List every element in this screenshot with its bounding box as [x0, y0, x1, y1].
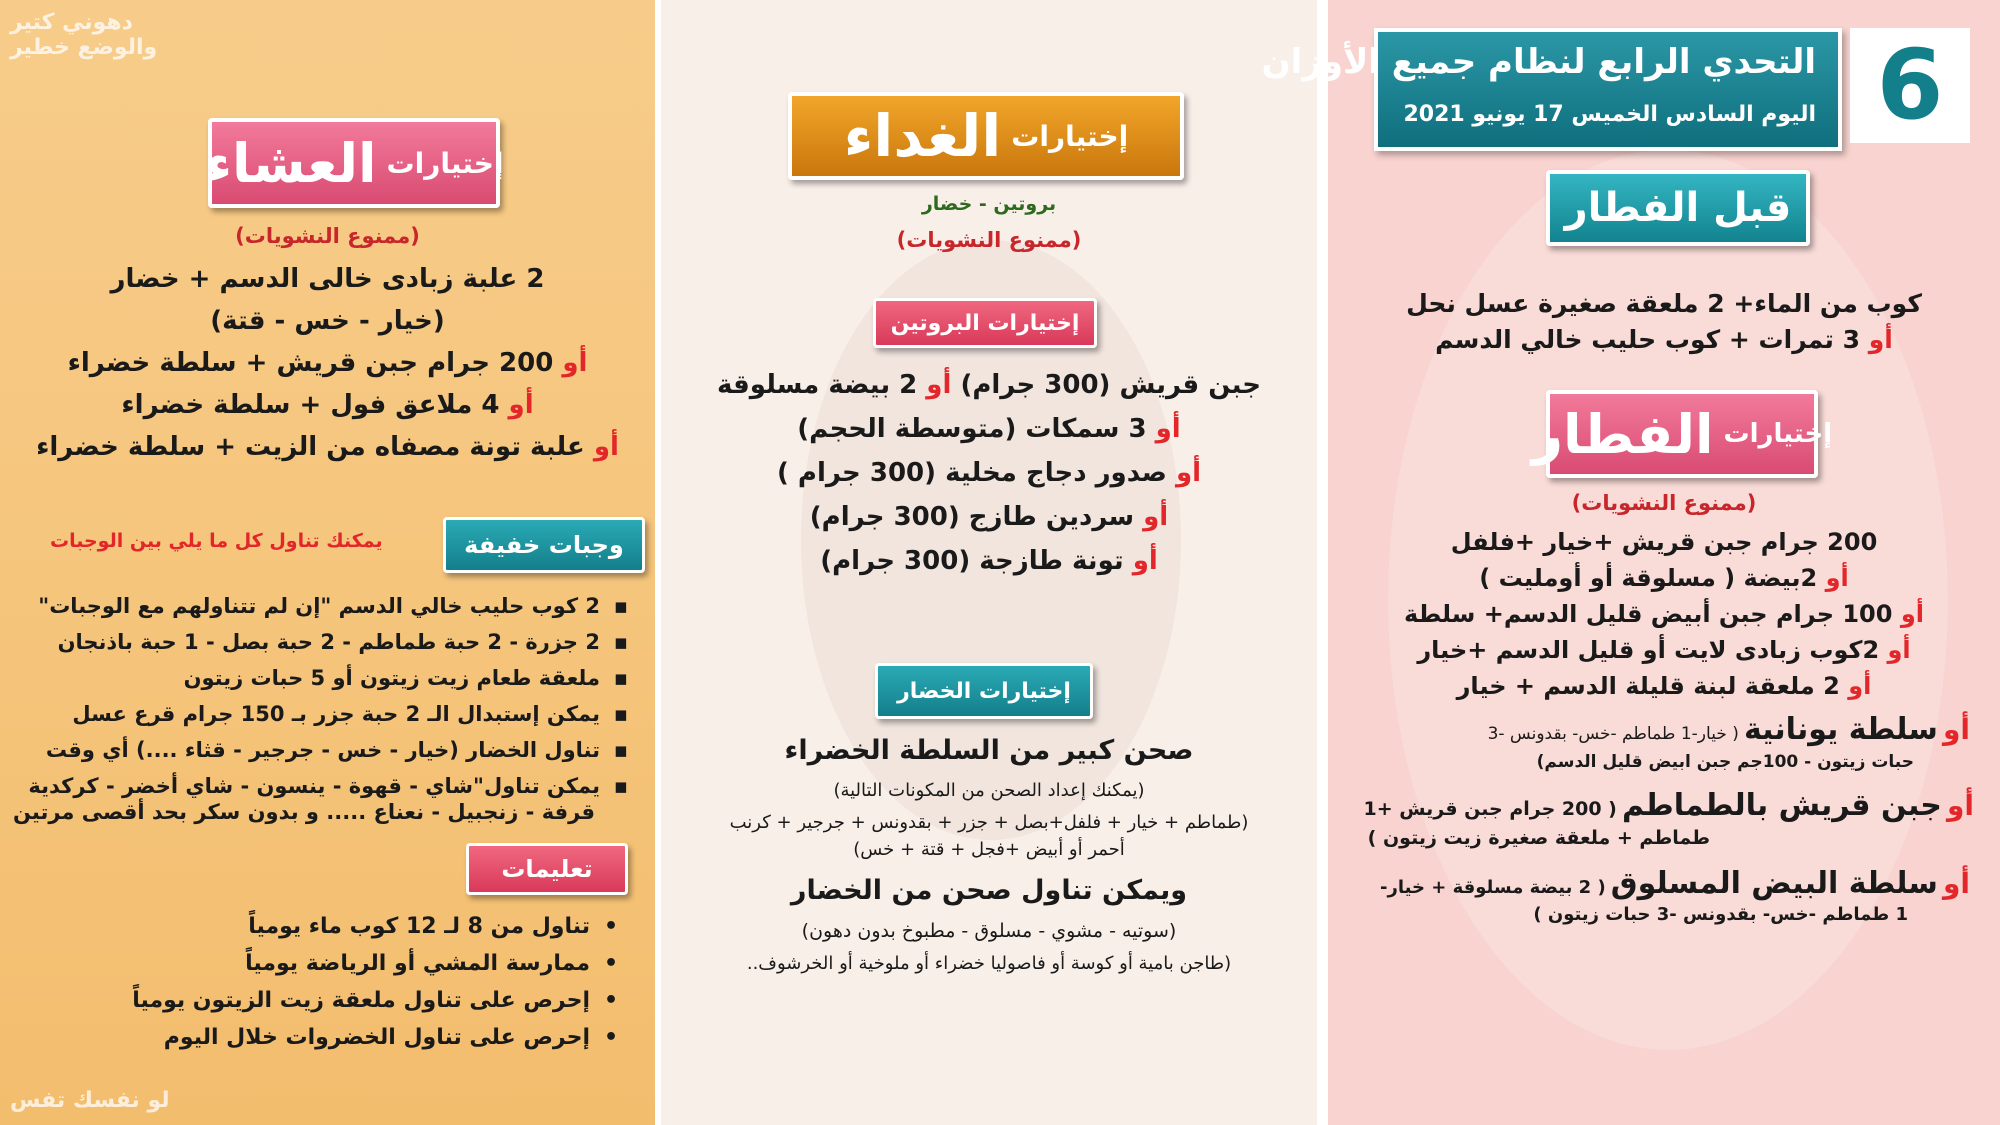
- breakfast-option: أو 2كوب زبادى لايت أو قليل الدسم +خيار: [1417, 636, 1911, 664]
- protein-veg-label: بروتين - خضار: [921, 193, 1057, 215]
- snacks-note: يمكنك تناول كل ما يلي بين الوجبات: [50, 530, 383, 552]
- snack-item-continued: قرفة - زنجبيل - نعناع ..... و بدون سكر بحد أقصى مرتين: [12, 800, 595, 824]
- salad-ingredients: أحمر أو أبيض +فجل + قتة + خس): [853, 839, 1125, 860]
- dinner-option: (خيار - خس - قتة): [210, 306, 445, 336]
- watermark-top: دهوني كتير والوضع خطير: [10, 10, 158, 60]
- before-breakfast-banner: قبل الفطار: [1546, 170, 1810, 246]
- breakfast-option: أو 100 جرام جبن أبيض قليل الدسم+ سلطة: [1404, 600, 1924, 628]
- column-divider: [1317, 0, 1328, 1125]
- dinner-options-list: [0, 258, 655, 468]
- protein-option: أو تونة طازجة (300 جرام): [820, 546, 1158, 576]
- protein-option: جبن قريش (300 جرام) أو 2 بيضة مسلوقة: [717, 370, 1261, 400]
- dinner-option: 2 علبة زبادى خالى الدسم + خضار: [110, 264, 545, 294]
- before-breakfast-option: كوب من الماء+ 2 ملعقة صغيرة عسل نحل: [1406, 289, 1922, 318]
- snack-item: ▪ ملعقة طعام زيت زيتون أو 5 حبات زيتون: [28, 660, 628, 696]
- snacks-banner: وجبات خفيفة: [443, 517, 645, 573]
- day-number: 6: [1850, 28, 1970, 143]
- watermark-bottom: لو نفسك تفس: [10, 1088, 170, 1113]
- no-carbs-note: (ممنوع النشويات): [1571, 491, 1757, 515]
- protein-option: أو 3 سمكات (متوسطة الحجم): [797, 414, 1181, 444]
- cooked-veg-dishes: (طاجن بامية أو كوسة أو فاصوليا خضراء أو ملوخية أو الخرشوف..: [746, 953, 1232, 974]
- challenge-title: التحدي الرابع لنظام جميع الأوزان: [1261, 42, 1816, 82]
- instructions-banner: تعليمات: [466, 843, 628, 895]
- before-breakfast-list: [1328, 286, 2000, 358]
- snack-item: ▪ يمكن تناول"شاي - قهوة - ينسون - شاي أخضر - كركدية: [28, 768, 628, 804]
- before-breakfast-option: أو 3 تمرات + كوب حليب خالي الدسم: [1435, 325, 1893, 354]
- boiled-egg-salad-option: أو سلطة البيض المسلوق ( 2 بيضة مسلوقة + خيار-: [1380, 866, 1970, 901]
- dinner-option: أو علبة تونة مصفاه من الزيت + سلطة خضراء: [36, 432, 619, 462]
- no-carbs-note: (ممنوع النشويات): [896, 228, 1082, 252]
- cooked-veg-title: ويمكن تناول صحن من الخضار: [790, 875, 1188, 906]
- snack-item: ▪ تناول الخضار (خيار - خس - جرجير - قثاء ....) أي وقت: [28, 732, 628, 768]
- instruction-item: • ممارسة المشي أو الرياضة يومياً: [132, 945, 618, 982]
- salad-detail: ( 200 جرام جبن قريش +1: [1363, 798, 1617, 820]
- veg-banner: إختيارات الخضار: [875, 663, 1093, 719]
- dinner-option: أو 200 جرام جبن قريش + سلطة خضراء: [67, 348, 588, 378]
- no-carbs-note: (ممنوع النشويات): [235, 224, 420, 248]
- protein-options-list: [661, 363, 1317, 583]
- protein-option: أو صدور دجاج مخلية (300 جرام ): [776, 458, 1202, 488]
- cottage-cheese-salad-option: أو جبن قريش بالطماطم ( 200 جرام جبن قريش +1: [1363, 788, 1974, 823]
- cooked-veg-methods: (سوتيه - مشوي - مسلوق - مطبوخ بدون دهون): [801, 920, 1177, 942]
- salad-detail: حبات زيتون - 100جم جبن ابيض قليل الدسم): [1536, 752, 1914, 772]
- salad-detail: طماطم + ملعقة صغيرة زيت زيتون ): [1367, 827, 1710, 849]
- salad-detail: 1 طماطم -خس- بقدونس -3 حبات زيتون ): [1533, 904, 1908, 925]
- breakfast-option: 200 جرام جبن قريش +خيار +فلفل: [1450, 528, 1878, 556]
- snack-item: ▪ يمكن إستبدال الـ 2 حبة جزر بـ 150 جرام قرع عسل: [28, 696, 628, 732]
- salad-title: سلطة يونانية: [1743, 712, 1938, 747]
- breakfast-option: أو 2 ملعقة لبنة قليلة الدسم + خيار: [1456, 672, 1872, 700]
- protein-banner: إختيارات البروتين: [873, 298, 1097, 348]
- instruction-item: • إحرص على تناول ملعقة زيت الزيتون يومياً: [132, 982, 618, 1019]
- dinner-option: أو 4 ملاعق فول + سلطة خضراء: [121, 390, 534, 420]
- salad-ingredients: (طماطم + خيار + فلفل+بصل + جزر + بقدونس + جرجير + كرنب: [729, 812, 1249, 833]
- lunch-banner: إختيارات الغداء: [788, 92, 1184, 180]
- challenge-header: [1261, 28, 1842, 151]
- snack-item: ▪ 2 كوب حليب خالي الدسم "إن لم تتناولهم مع الوجبات": [28, 588, 628, 624]
- salad-detail: ( خيار-1 طماطم -خس- بقدونس -3: [1487, 724, 1739, 744]
- salad-title: صحن كبير من السلطة الخضراء: [784, 735, 1194, 766]
- salad-title: سلطة البيض المسلوق: [1610, 866, 1938, 901]
- instruction-item: • تناول من 8 لـ 12 كوب ماء يومياً: [132, 908, 618, 945]
- protein-option: أو سردين طازج (300 جرام): [809, 502, 1169, 532]
- salad-note: (يمكنك إعداد الصحن من المكونات التالية): [833, 780, 1145, 801]
- salad-detail: ( 2 بيضة مسلوقة + خيار-: [1380, 877, 1606, 898]
- instructions-list: [132, 908, 618, 1056]
- instruction-item: • إحرص على تناول الخضروات خلال اليوم: [132, 1019, 618, 1056]
- snack-item: ▪ 2 جزرة - 2 حبة طماطم - 2 حبة بصل - 1 حبة باذنجان: [28, 624, 628, 660]
- snacks-list: [28, 588, 628, 804]
- breakfast-option: أو 2بيضة ( مسلوقة أو أومليت ): [1479, 564, 1849, 592]
- greek-salad-option: أو سلطة يونانية ( خيار-1 طماطم -خس- بقدونس -3: [1487, 712, 1970, 747]
- breakfast-banner: إختيارات الفطار: [1546, 390, 1818, 478]
- salad-title: جبن قريش بالطماطم: [1621, 788, 1942, 823]
- breakfast-options-list: [1328, 524, 2000, 704]
- challenge-date: اليوم السادس الخميس 17 يونيو 2021: [1403, 102, 1816, 127]
- dinner-banner: إختيارات العشاء: [208, 118, 500, 208]
